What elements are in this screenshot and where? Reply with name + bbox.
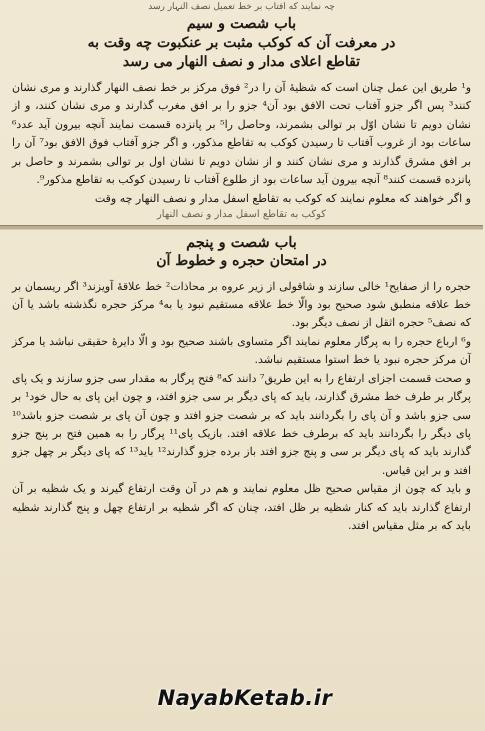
top-cut-text: چہ نمایند که افتاب بر خط تعمیل نصف النہار رسد [148,2,335,12]
page-divider [0,225,483,230]
bottom-cut-text: کوکب به تقاطع اسفل مدار و نصف النهار [156,208,327,220]
chapter-65-paragraph-3: و صحت قسمت اجزای ارتفاع را به این طریق⁷ دانند که⁸ فتح پرگار به مقدار سی جزو سازند و یک پای پرگار بر طرف خط مشرق گذارند، باید که پای دیگر بر سی جزو افتد، و چون این پای به حال خود¹ بر سی جزو باشد و آن پای را بگردانند باید که بر شصت جزو افتد و چون آن پای بر شصت جزو باشد¹⁰ پای دیگر را بگردانند باید که برطرف خط علاقه افتد. بازیک پای¹¹ پرگار را به همین فتح بر پنج جزو گذارند باید که پای دیگر بر سی و پنج جزو افتد باز برده جزو گذارند¹² باید¹³ که پای دیگر بر چهل جزو افتد و بر این قیاس. [12,371,471,477]
site-watermark: NayabKetab.ir [157,686,333,710]
chapter-63-number: باب شصت و سیم [186,15,297,32]
chapter-65-paragraph-1: حجره را از صفایح¹ خالی سازند و شاقولی از زیر عروه بر محاذات² خط علاقهٔ آویزند³ اگر ریسمان بر خط علاقه منطبق شود صحیح بود والّا خط علاقه مستقیم نبود یا به⁴ مرکز حجره نگذشته باشد یا آن که نصف⁵ حجره اثقل از نصف دیگر بود. [12,279,471,330]
chapter-65-paragraph-4: و باید که چون از مقیاس صحیح ظل معلوم نمایند و هم در آن وقت ارتفاع گیرند و یک شظیه بر آن ارتفاع گذارند باید که کنار شظیه بر ظل افتد، چنان که اگر شظیه بر ارتفاع چهل و پنج گذارند شظیه باید که بر مثل مقیاس افتد. [12,482,471,532]
chapter-65 [12,233,471,536]
chapter-63-paragraph-1: و¹ طریق این عمل چنان است که شظیهٔ آن را در² فوق مرکز بر خط نصف النهار گذارند و مری نشان کنند³ پس اگر جزو آفتاب تحت الافق بود آن⁴ جزو را بر افق مغرب گذارند و مری نشان کنند، و از نشان دویم تا نشان اوّل بر توالی بشمرند، وحاصل را⁵ بر پانزده قسمت نمایند آنچه بیرون آید عدد⁶ ساعات بود از غروب آفتاب تا رسیدن کوکب به تقاطع مذکور، و اگر جزو آفتاب فوق الافق بود⁷ آن را بر افق مشرق گذارند و مری نشان کنند و از نشان دویم تا نشان اول بر توالی بشمرند و حاصل بر پانزده قسمت کنند⁸ آنچه بیرون آید ساعات بود از طلوع آفتاب تا رسیدن کوکب به تقاطع مذکور⁹. [12,80,472,187]
chapter-63-title-line-2: تقاطع اعلای مدار و نصف النهار می رسد [122,54,361,70]
chapter-63-title-line-1: در معرفت آن که کوکب مثبت بر عنکبوت چه وقت به [87,34,396,51]
chapter-65-paragraph-2: و⁶ ارباع حجره را به پرگار معلوم نمایند اگر متساوی باشند صحیح بود و الّا دایرهٔ حقیقی نباشد یا مرکز آن مرکز حجره نبود یا خط استوا مستقیم نباشد. [12,334,471,367]
chapter-65-title: در امتحان حجره و خطوط آن [156,252,327,269]
chapter-63-paragraph-2: و اگر خواهند که معلوم نمایند که کوکب به تقاطع اسفل مدار و نصف النهار چه وقت [94,192,471,206]
chapter-65-number: باب شصت و پنجم [186,233,297,251]
chapter-63 [12,14,471,221]
